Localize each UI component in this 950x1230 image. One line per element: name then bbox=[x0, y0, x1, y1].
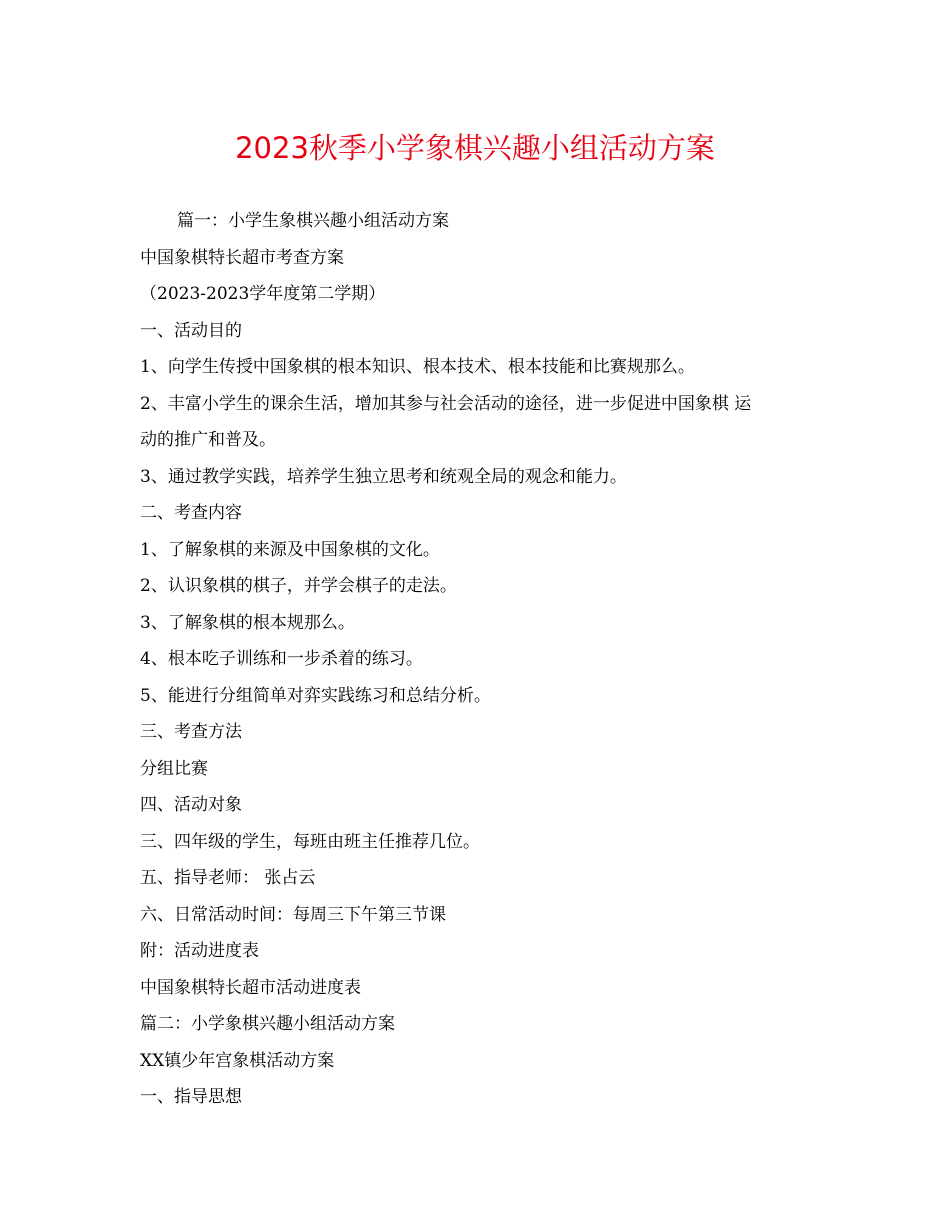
list-item: 1、了解象棋的来源及中国象棋的文化。 bbox=[140, 539, 440, 560]
document-body bbox=[140, 203, 820, 1116]
paragraph-line: （2023-2023学年度第二学期） bbox=[140, 284, 386, 304]
list-item: 3、通过教学实践，培养学生独立思考和统观全局的观念和能力。 bbox=[140, 466, 627, 487]
paragraph-line: 三、四年级的学生，每班由班主任推荐几位。 bbox=[140, 831, 480, 852]
paragraph-line: XX镇少年宫象棋活动方案 bbox=[140, 1050, 335, 1071]
list-item: 3、了解象棋的根本规那么。 bbox=[140, 612, 355, 633]
paragraph-line: 篇一：小学生象棋兴趣小组活动方案 bbox=[177, 211, 449, 231]
list-item: 5、能进行分组简单对弈实践练习和总结分析。 bbox=[140, 685, 491, 706]
section-heading: 六、日常活动时间：每周三下午第三节课 bbox=[140, 904, 446, 925]
list-item: 4、根本吃子训练和一步杀着的练习。 bbox=[140, 649, 423, 669]
list-item: 1、向学生传授中国象棋的根本知识、根本技术、根本技能和比赛规那么。 bbox=[140, 357, 695, 377]
section-heading: 一、指导思想 bbox=[140, 1087, 242, 1107]
paragraph-line: 篇二：小学象棋兴趣小组活动方案 bbox=[140, 1014, 395, 1034]
list-item-continuation: 动的推广和普及。 bbox=[140, 430, 276, 450]
list-item: 2、丰富小学生的课余生活，增加其参与社会活动的途径，进一步促进中国象棋 运 bbox=[140, 393, 752, 414]
section-heading: 一、活动目的 bbox=[140, 320, 242, 341]
section-heading: 二、考查内容 bbox=[140, 503, 242, 523]
paragraph-line: 中国象棋特长超市活动进度表 bbox=[140, 977, 361, 998]
list-item: 2、认识象棋的棋子，并学会棋子的走法。 bbox=[140, 576, 457, 596]
paragraph-line: 分组比赛 bbox=[140, 758, 208, 779]
section-heading: 四、活动对象 bbox=[140, 795, 242, 815]
section-heading: 三、考查方法 bbox=[140, 722, 242, 742]
paragraph-line: 附：活动进度表 bbox=[140, 941, 259, 961]
section-heading: 五、指导老师： 张占云 bbox=[140, 868, 316, 888]
paragraph-line: 中国象棋特长超市考查方案 bbox=[140, 247, 344, 268]
document-title: 2023秋季小学象棋兴趣小组活动方案 bbox=[235, 131, 715, 165]
